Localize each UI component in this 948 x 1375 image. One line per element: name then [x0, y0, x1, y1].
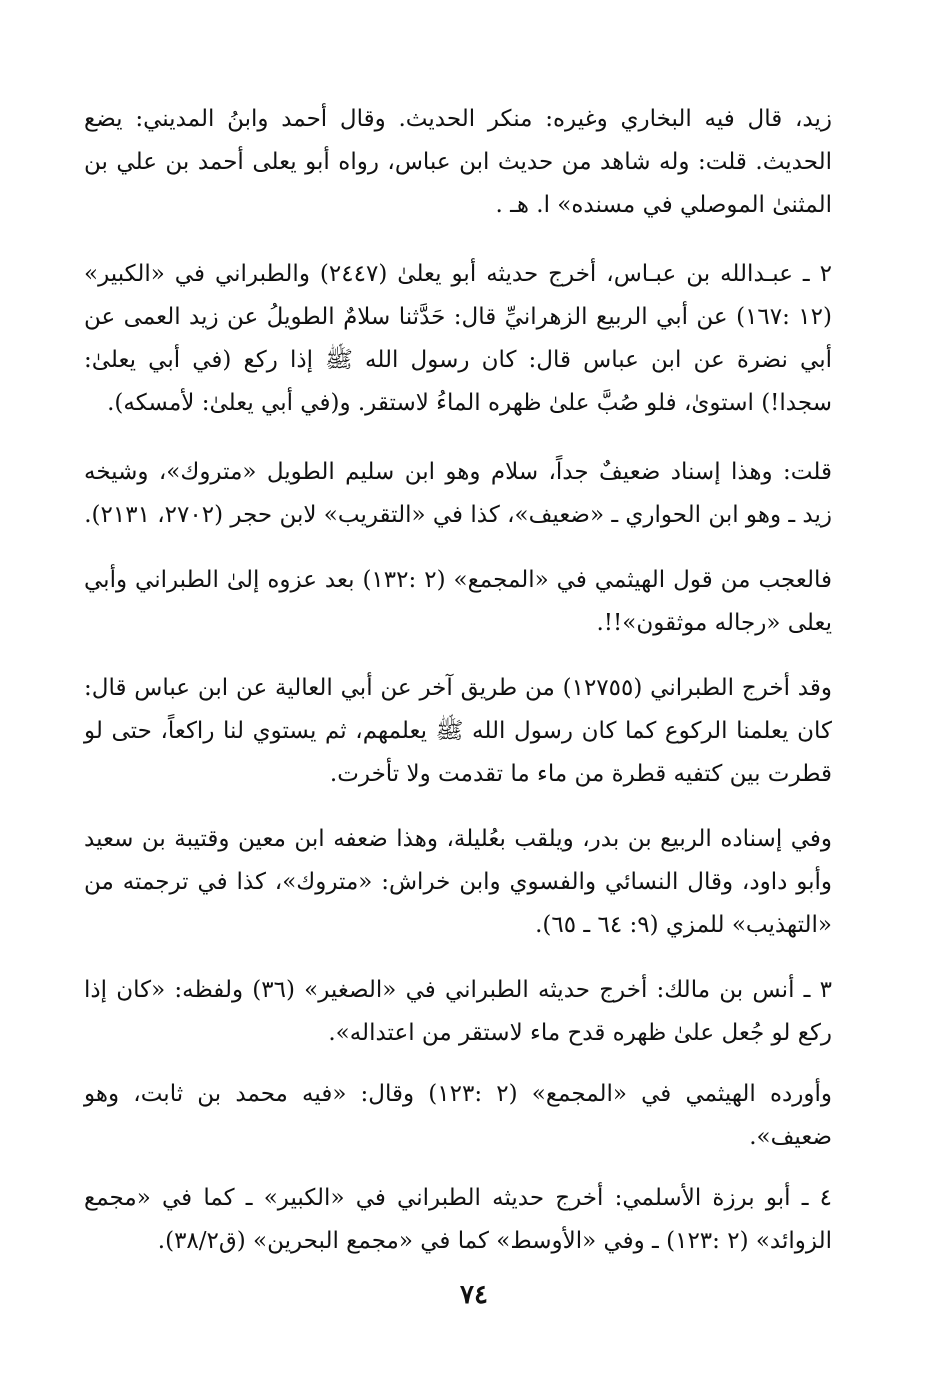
paragraph-3: قلت: وهذا إسناد ضعيفٌ جداً، سلام وهو ابن سليم الطويل «متروك»، وشيخه زيد ـ وهو ابن الحواري ـ «ضعيف»، كذا في «التقريب» لابن حجر (٢٧٠٢، ٢١٣١). — [84, 459, 832, 528]
paragraph-8: وأورده الهيثمي في «المجمع» (٢ :١٢٣) وقال: «فيه محمد بن ثابت، وهو ضعيف». — [84, 1081, 832, 1150]
paragraph-6: وفي إسناده الربيع بن بدر، ويلقب بعُليلة، وهذا ضعفه ابن معين وقتيبة بن سعيد وأبو داود، وقال النسائي والفسوي وابن خراش: «متروك»، كذا في ترجمته من «التهذيب» للمزي (٩: ٦٤ ـ ٦٥). — [84, 826, 832, 938]
paragraph-2: ٢ ـ عبـدالله بن عبـاس، أخرج حديثه أبو يعلىٰ (٢٤٤٧) والطبراني في «الكبير» (١٢ :١٦٧) عن أبي الربيع الزهرانيِّ قال: حَدَّثنا سلامٌ الطويلُ عن زيد العمى عن أبي نضرة عن ابن عباس قال: كان رسول الله ﷺ إذا ركع (في أبي يعلىٰ: سجدا!) استوىٰ، فلو صُبَّ علىٰ ظهره الماءُ لاستقر. و(في أبي يعلىٰ: لأمسكه). — [84, 261, 832, 416]
page-body — [84, 98, 832, 1263]
paragraph-7: ٣ ـ أنس بن مالك: أخرج حديثه الطبراني في «الصغير» (٣٦) ولفظه: «كان إذا ركع لو جُعل علىٰ ظهره قدح ماء لاستقر من اعتداله». — [84, 977, 832, 1046]
page-number: ٧٤ — [460, 1280, 488, 1310]
paragraph-1: زيد، قال فيه البخاري وغيره: منكر الحديث. وقال أحمد وابنُ المديني: يضع الحديث. قلت: وله شاهد من حديث ابن عباس، رواه أبو يعلى أحمد بن علي بن المثنىٰ الموصلي في مسنده» ا. هـ . — [84, 106, 833, 218]
paragraph-9: ٤ ـ أبو برزة الأسلمي: أخرج حديثه الطبراني في «الكبير» ـ كما في «مجمع الزوائد» (٢ :١٢٣) ـ وفي «الأوسط» كما في «مجمع البحرين» (ق٣٨/٢). — [84, 1185, 832, 1254]
paragraph-5: وقد أخرج الطبراني (١٢٧٥٥) من طريق آخر عن أبي العالية عن ابن عباس قال: كان يعلمنا الركوع كما كان رسول الله ﷺ يعلمهم، ثم يستوي لنا راكعاً، حتى لو قطرت بين كتفيه قطرة من ماء ما تقدمت ولا تأخرت. — [84, 675, 832, 787]
paragraph-4: فالعجب من قول الهيثمي في «المجمع» (٢ :١٣٢) بعد عزوه إلىٰ الطبراني وأبي يعلى «رجاله موثقون»!!. — [84, 567, 832, 636]
